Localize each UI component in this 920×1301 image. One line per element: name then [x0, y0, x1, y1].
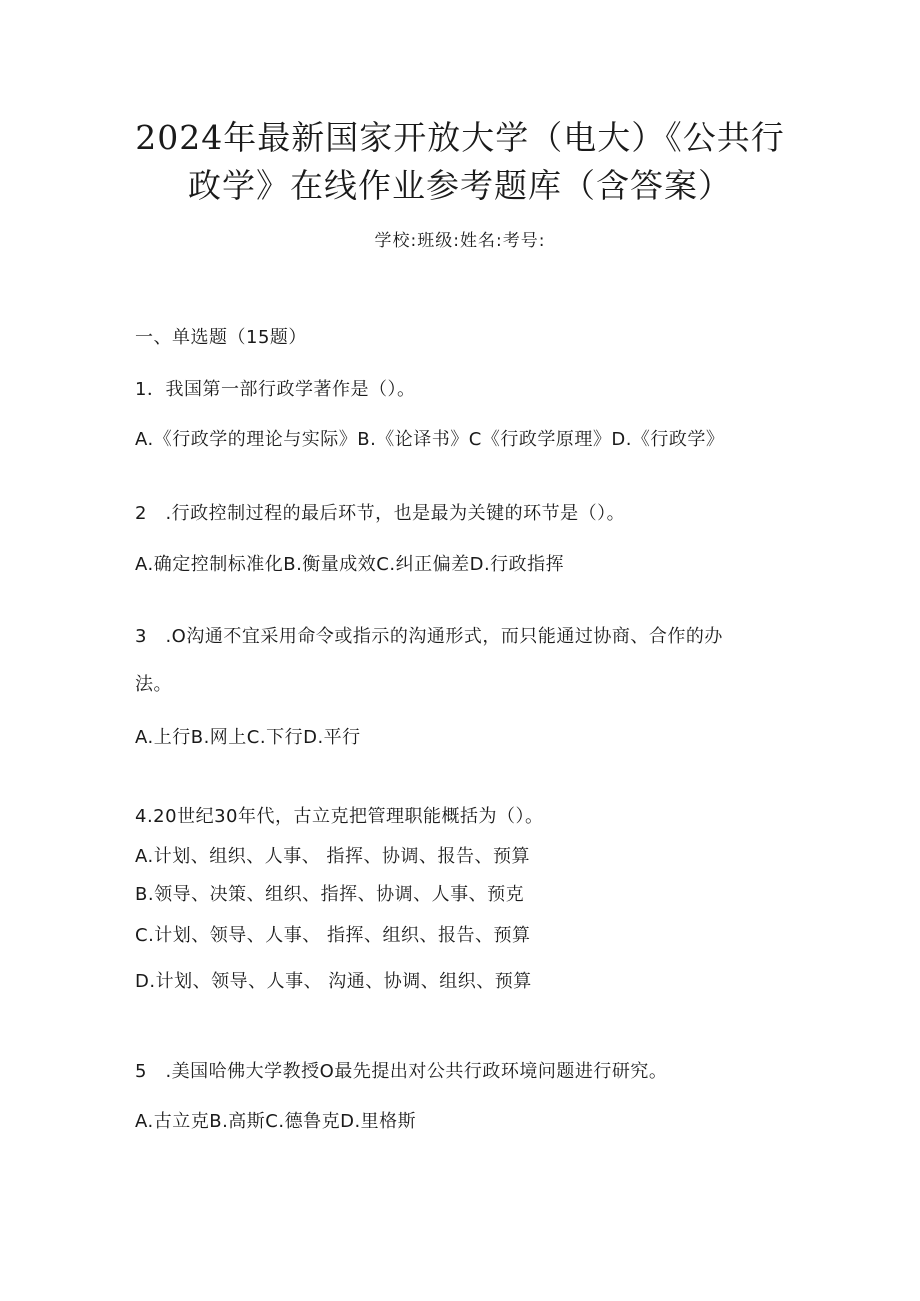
question-3-options: A.上行B.网上C.下行D.平行 — [135, 727, 361, 748]
question-5-stem: 5 .美国哈佛大学教授O最先提出对公共行政环境问题进行研究。 — [135, 1061, 668, 1082]
section-heading: 一、单选题（15题） — [135, 327, 307, 348]
document-title-line-1: 2024年最新国家开放大学（电大）《公共行 — [135, 118, 785, 157]
question-2-stem: 2 .行政控制过程的最后环节，也是最为关键的环节是（）。 — [135, 503, 626, 524]
question-5-options: A.古立克B.高斯C.德鲁克D.里格斯 — [135, 1111, 417, 1132]
student-info-line: 学校:班级:姓名:考号: — [374, 231, 546, 251]
question-4-option-b: B.领导、决策、组织、指挥、协调、人事、预克 — [135, 884, 525, 905]
question-4-stem: 4.20世纪30年代，古立克把管理职能概括为（）。 — [135, 806, 544, 827]
question-4-option-a: A.计划、组织、人事、 指挥、协调、报告、预算 — [135, 846, 530, 867]
question-4-option-c: C.计划、领导、人事、 指挥、组织、报告、预算 — [135, 925, 531, 946]
question-1-options: A.《行政学的理论与实际》B.《论译书》C《行政学原理》D.《行政学》 — [135, 429, 725, 450]
question-3-stem: 3 .O沟通不宜采用命令或指示的沟通形式，而只能通过协商、合作的办 — [135, 626, 723, 647]
question-3-stem-continued: 法。 — [135, 674, 172, 695]
question-2-options: A.确定控制标准化B.衡量成效C.纠正偏差D.行政指挥 — [135, 554, 565, 575]
question-1-stem: 1．我国第一部行政学著作是（）。 — [135, 379, 416, 400]
question-4-option-d: D.计划、领导、人事、 沟通、协调、组织、预算 — [135, 971, 532, 992]
document-title-line-2: 政学》在线作业参考题库（含答案） — [188, 166, 732, 205]
